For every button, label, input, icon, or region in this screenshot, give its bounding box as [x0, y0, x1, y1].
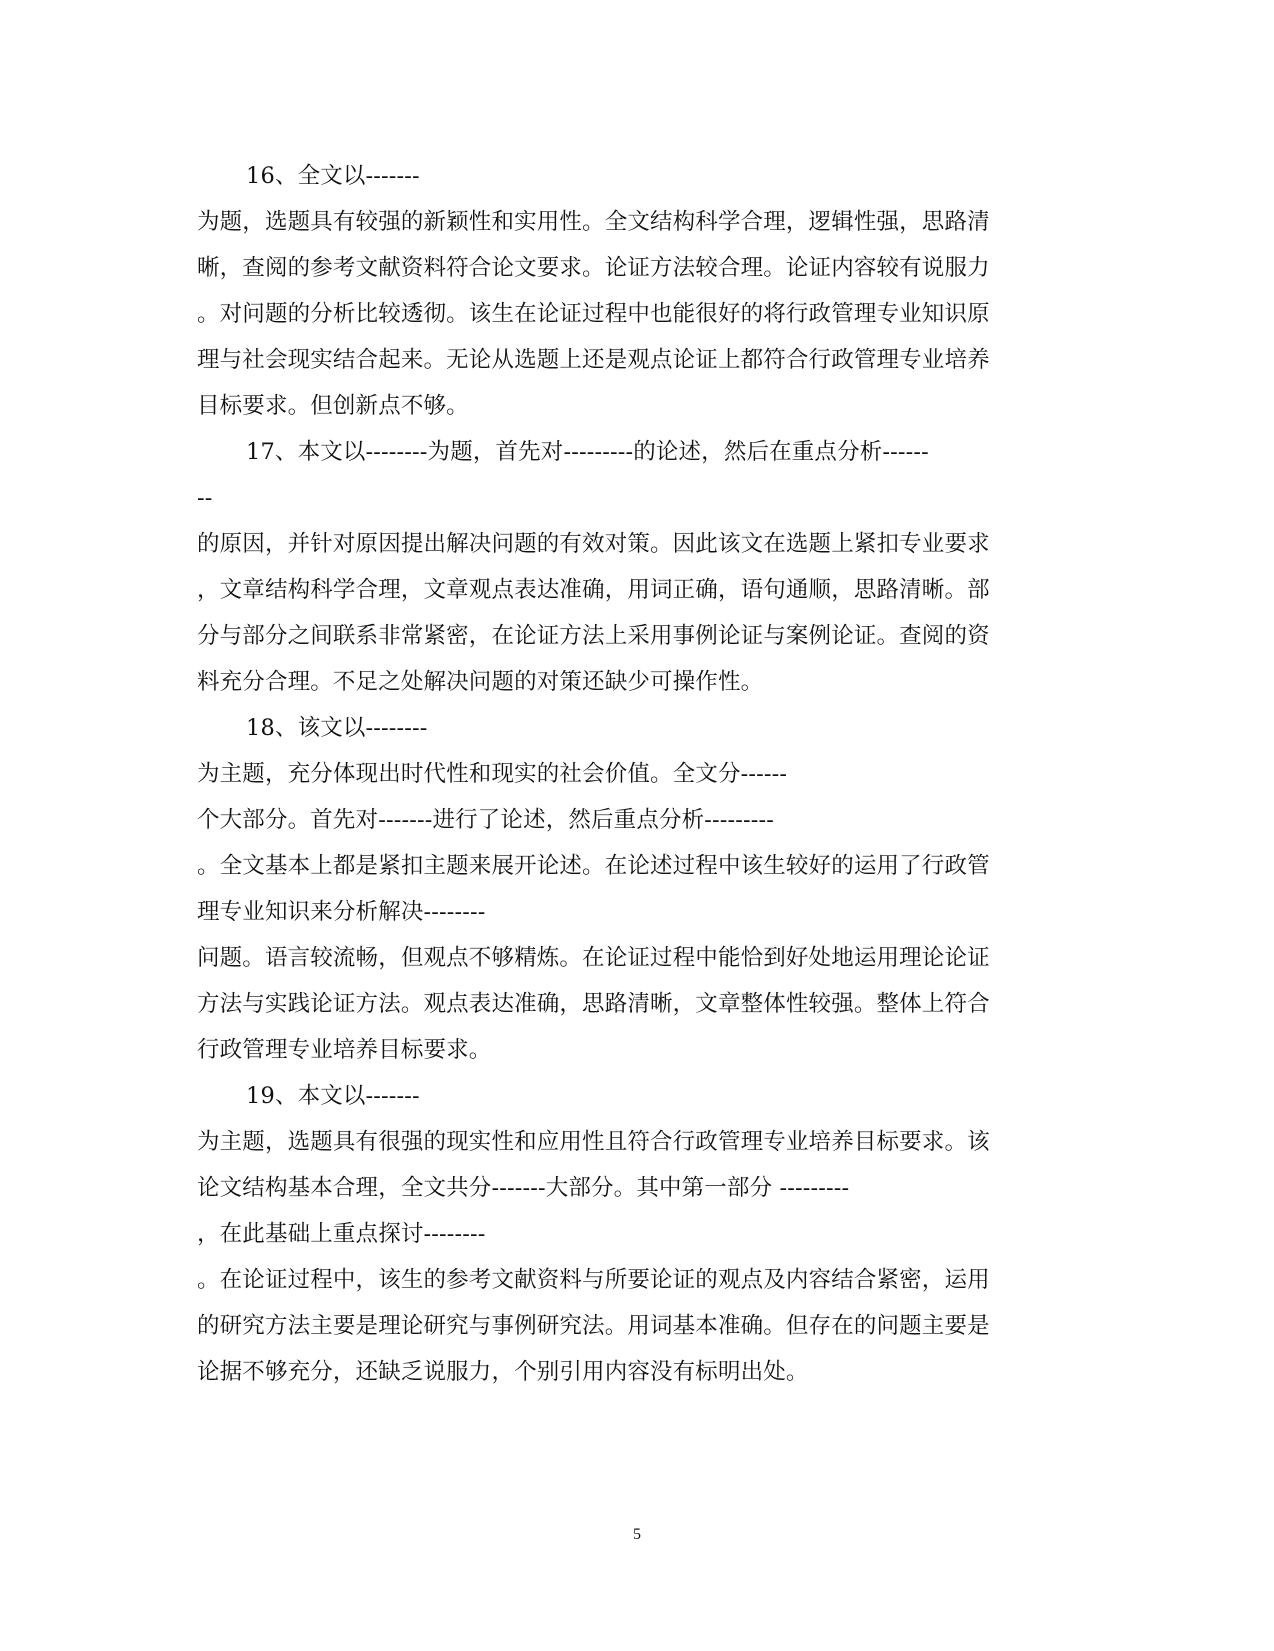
- paragraph-line: 。对问题的分析比较透彻。该生在论证过程中也能很好的将行政管理专业知识原: [197, 301, 990, 327]
- paragraph-line: 晰，查阅的参考文献资料符合论文要求。论证方法较合理。论证内容较有说服力: [197, 255, 990, 281]
- paragraph-line: 行政管理专业培养目标要求。: [197, 1037, 492, 1063]
- paragraph-line: 19、本文以-------: [246, 1083, 420, 1109]
- paragraph-line: 17、本文以--------为题，首先对---------的论述，然后在重点分析------: [246, 439, 929, 465]
- paragraph-line: 16、全文以-------: [246, 163, 420, 189]
- paragraph-line: 理专业知识来分析解决--------: [197, 899, 486, 925]
- paragraph-line: ，在此基础上重点探讨--------: [197, 1221, 486, 1247]
- paragraph-line: 为主题，充分体现出时代性和现实的社会价值。全文分------: [197, 761, 788, 787]
- paragraph-line: 。在论证过程中，该生的参考文献资料与所要论证的观点及内容结合紧密，运用: [197, 1267, 990, 1293]
- paragraph-line: 为题，选题具有较强的新颖性和实用性。全文结构科学合理，逻辑性强，思路清: [197, 209, 990, 235]
- paragraph-line: 问题。语言较流畅，但观点不够精炼。在论证过程中能恰到好处地运用理论论证: [197, 945, 990, 971]
- paragraph-line: 18、该文以--------: [246, 715, 428, 741]
- paragraph-line: 的原因，并针对原因提出解决问题的有效对策。因此该文在选题上紧扣专业要求: [197, 531, 990, 557]
- paragraph-line: 目标要求。但创新点不够。: [197, 393, 469, 419]
- paragraph-line: 为主题，选题具有很强的现实性和应用性且符合行政管理专业培养目标要求。该: [197, 1129, 990, 1155]
- paragraph-line: 方法与实践论证方法。观点表达准确，思路清晰，文章整体性较强。整体上符合: [197, 991, 990, 1017]
- paragraph-line: 分与部分之间联系非常紧密，在论证方法上采用事例论证与案例论证。查阅的资: [197, 623, 990, 649]
- paragraph-line: ，文章结构科学合理，文章观点表达准确，用词正确，语句通顺，思路清晰。部: [197, 577, 990, 603]
- paragraph-line: 。全文基本上都是紧扣主题来展开论述。在论述过程中该生较好的运用了行政管: [197, 853, 990, 879]
- paragraph-line: 个大部分。首先对-------进行了论述，然后重点分析---------: [197, 807, 775, 833]
- paragraph-line: 料充分合理。不足之处解决问题的对策还缺少可操作性。: [197, 669, 764, 695]
- paragraph-line: 论据不够充分，还缺乏说服力，个别引用内容没有标明出处。: [197, 1359, 809, 1385]
- paragraph-line: 理与社会现实结合起来。无论从选题上还是观点论证上都符合行政管理专业培养: [197, 347, 990, 373]
- page-number: 5: [633, 1526, 641, 1543]
- paragraph-line: 的研究方法主要是理论研究与事例研究法。用词基本准确。但存在的问题主要是: [197, 1313, 990, 1339]
- paragraph-line: 论文结构基本合理，全文共分-------大部分。其中第一部分 ---------: [197, 1175, 850, 1201]
- paragraph-line: --: [197, 485, 213, 511]
